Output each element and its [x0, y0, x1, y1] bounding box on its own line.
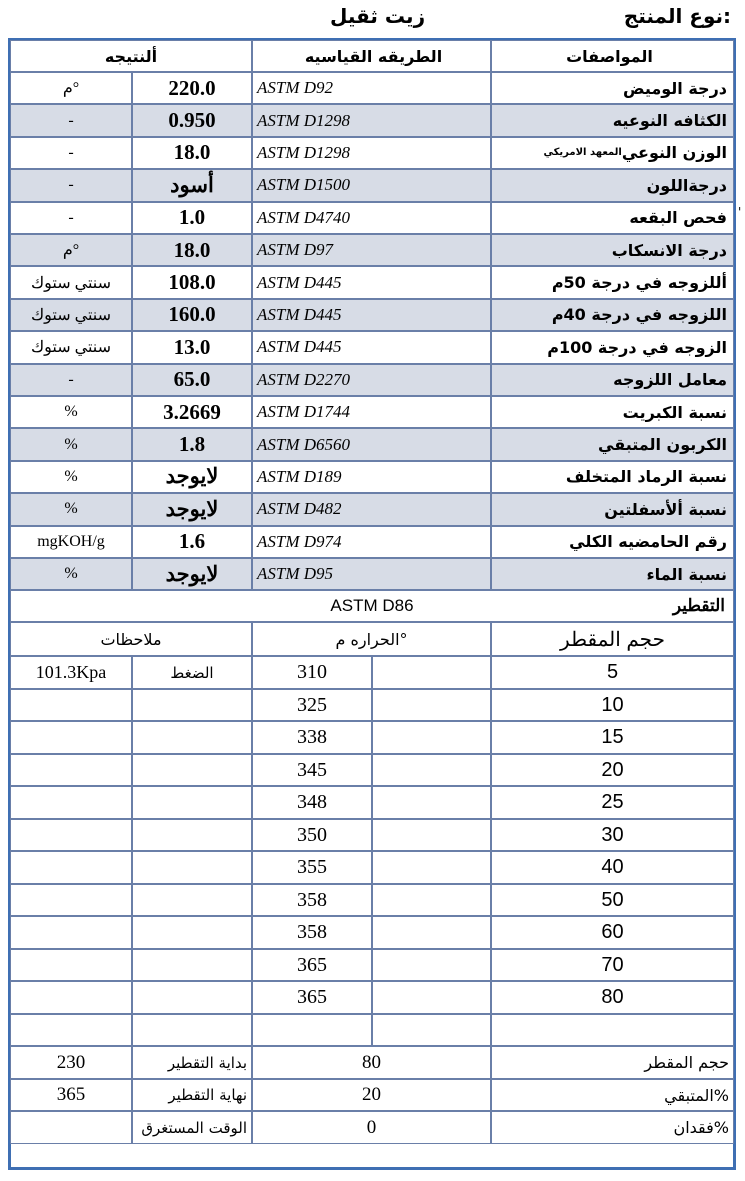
spec-value: 0.950: [132, 104, 252, 136]
summary-note-label: نهاية التقطير: [132, 1079, 252, 1112]
spec-row: [10, 234, 734, 266]
column-header-notes: ملاحظات: [10, 622, 252, 656]
spec-name: [491, 234, 734, 266]
spec-name: [491, 72, 734, 104]
spec-value: 13.0: [132, 331, 252, 363]
spec-name-text: الكثافه النوعيه: [612, 111, 727, 131]
spec-name: [491, 493, 734, 525]
spec-method: ASTM D4740: [252, 202, 491, 234]
spec-name: [491, 169, 734, 201]
pressure-label: الضغط: [132, 656, 252, 689]
pressure-value: 101.3Kpa: [10, 656, 132, 689]
distillation-temperature: 358: [252, 916, 372, 949]
spec-row: [10, 493, 734, 525]
distilled-volume: 80: [491, 981, 734, 1014]
spec-row: [10, 364, 734, 396]
distilled-volume: [491, 1014, 734, 1047]
distillation-temperature: 350: [252, 819, 372, 852]
spec-row: [10, 104, 734, 136]
distilled-volume: 10: [491, 689, 734, 722]
summary-note-label: بداية التقطير: [132, 1046, 252, 1079]
spec-value: 160.0: [132, 299, 252, 331]
distillation-row: [10, 981, 734, 1014]
spec-row: [10, 396, 734, 428]
spec-unit: -: [10, 364, 132, 396]
distillation-row: [10, 656, 734, 689]
spec-row: [10, 72, 734, 104]
distillation-row: [10, 754, 734, 787]
spec-row: [10, 137, 734, 169]
spec-method: ASTM D445: [252, 331, 491, 363]
note-blank: [10, 786, 132, 819]
note-blank: [10, 981, 132, 1014]
spec-method: ASTM D445: [252, 266, 491, 298]
spec-name-text: درجة الوميض: [622, 78, 727, 98]
distilled-volume: 5: [491, 656, 734, 689]
distillation-row: [10, 819, 734, 852]
summary-note-value: 365: [10, 1079, 132, 1112]
spec-value: 65.0: [132, 364, 252, 396]
spec-name-text: درجةاللون: [646, 175, 727, 195]
spec-name-text: رقم الحامضيه الكلي: [569, 532, 727, 552]
spec-name: [491, 137, 734, 169]
spec-row: [10, 299, 734, 331]
note-blank: [10, 851, 132, 884]
distillation-row: [10, 721, 734, 754]
temperature-blank: [372, 916, 491, 949]
distillation-temperature: 355: [252, 851, 372, 884]
distillation-title: التقطير: [672, 596, 725, 616]
column-header-volume: حجم المقطر: [491, 622, 734, 656]
spec-name: [491, 104, 734, 136]
distilled-volume: 50: [491, 884, 734, 917]
spec-method: ASTM D6560: [252, 428, 491, 460]
spec-method: ASTM D95: [252, 558, 491, 590]
spec-value: 220.0: [132, 72, 252, 104]
distillation-temperature: 338: [252, 721, 372, 754]
note-blank: [132, 721, 252, 754]
note-blank: [10, 689, 132, 722]
distillation-title-row: [10, 590, 734, 622]
note-blank: [10, 754, 132, 787]
spec-unit: %: [10, 493, 132, 525]
spec-unit: سنتي ستوك: [10, 266, 132, 298]
spec-unit: %: [10, 558, 132, 590]
note-blank: [132, 819, 252, 852]
spec-method: ASTM D189: [252, 461, 491, 493]
spec-unit: -: [10, 169, 132, 201]
distillation-row: [10, 786, 734, 819]
spec-value: أسود: [132, 169, 252, 201]
distillation-summary-row: [10, 1046, 734, 1079]
column-header-temperature: الحراره م°: [252, 622, 491, 656]
temperature-blank: [372, 754, 491, 787]
spec-name: [491, 428, 734, 460]
spec-method: ASTM D97: [252, 234, 491, 266]
note-blank: [10, 916, 132, 949]
spec-row: [10, 169, 734, 201]
summary-note-value: 230: [10, 1046, 132, 1079]
spec-name: [491, 461, 734, 493]
note-blank: [132, 754, 252, 787]
document-header: [0, 0, 745, 36]
spec-unit: سنتي ستوك: [10, 299, 132, 331]
temperature-blank: [372, 884, 491, 917]
distillation-temperature: 345: [252, 754, 372, 787]
spec-name-text: فحص البقعه: [629, 208, 727, 228]
note-blank: [132, 689, 252, 722]
summary-label: المتبقي%: [491, 1079, 734, 1112]
spec-unit: %: [10, 396, 132, 428]
summary-value: 80: [252, 1046, 491, 1079]
spec-name-text: معامل اللزوجه: [613, 370, 727, 390]
spec-name: [491, 364, 734, 396]
note-blank: [132, 1014, 252, 1047]
summary-label: حجم المقطر: [491, 1046, 734, 1079]
summary-value: 20: [252, 1079, 491, 1112]
spec-row: [10, 461, 734, 493]
summary-value: 0: [252, 1111, 491, 1144]
spec-method: ASTM D974: [252, 526, 491, 558]
distillation-row: [10, 689, 734, 722]
temperature-blank: [372, 1014, 491, 1047]
spec-value: لايوجد: [132, 493, 252, 525]
spec-row: [10, 428, 734, 460]
spec-name-text: نسبة الرماد المتخلف: [565, 467, 727, 487]
spec-row: [10, 558, 734, 590]
spec-method: ASTM D1298: [252, 104, 491, 136]
spec-unit: mgKOH/g: [10, 526, 132, 558]
distilled-volume: 15: [491, 721, 734, 754]
spec-unit: -: [10, 104, 132, 136]
spec-unit: -: [10, 202, 132, 234]
distillation-spacer-row: [10, 1014, 734, 1047]
spec-name: [491, 331, 734, 363]
spec-name-text: الوزن النوعي: [621, 143, 727, 163]
distillation-temperature: 365: [252, 981, 372, 1014]
spec-value: 1.0: [132, 202, 252, 234]
note-blank: [132, 851, 252, 884]
distillation-row: [10, 916, 734, 949]
spec-value: 18.0: [132, 137, 252, 169]
spec-name: [491, 299, 734, 331]
note-blank: [132, 916, 252, 949]
spec-unit: سنتي ستوك: [10, 331, 132, 363]
spec-method: ASTM D445: [252, 299, 491, 331]
column-header-result: ألنتيجه: [10, 40, 252, 72]
spec-value: 1.6: [132, 526, 252, 558]
distillation-header: [10, 622, 734, 656]
spec-method: ASTM D1298: [252, 137, 491, 169]
spec-method: ASTM D2270: [252, 364, 491, 396]
distilled-volume: 40: [491, 851, 734, 884]
temperature-blank: [372, 981, 491, 1014]
spec-value: لايوجد: [132, 558, 252, 590]
distilled-volume: 60: [491, 916, 734, 949]
margin-mark: ': [738, 205, 742, 219]
summary-note-label: الوقت المستغرق: [132, 1111, 252, 1144]
spec-row: [10, 266, 734, 298]
distillation-method: ASTM D86 التقطير: [10, 590, 734, 622]
spec-method: ASTM D1500: [252, 169, 491, 201]
distilled-volume: 20: [491, 754, 734, 787]
spec-value: 3.2669: [132, 396, 252, 428]
temperature-blank: [372, 949, 491, 982]
distillation-row: [10, 851, 734, 884]
temperature-blank: [372, 721, 491, 754]
spec-name-text: درجة الانسكاب: [611, 240, 727, 260]
spec-name-text: نسبة الماء: [646, 564, 727, 584]
note-blank: [132, 949, 252, 982]
spec-value: 1.8: [132, 428, 252, 460]
spec-unit: %: [10, 461, 132, 493]
spec-name-text: الزوجه في درجة 100م: [547, 337, 727, 357]
distillation-temperature: 358: [252, 884, 372, 917]
note-blank: [10, 819, 132, 852]
spec-value: 18.0: [132, 234, 252, 266]
spec-method: ASTM D482: [252, 493, 491, 525]
spec-name-text: نسبة الكبريت: [622, 402, 727, 422]
spec-method: ASTM D1744: [252, 396, 491, 428]
distillation-temperature: [252, 1014, 372, 1047]
temperature-blank: [372, 851, 491, 884]
spec-name-text: نسبة ألأسفلتين: [604, 499, 727, 519]
temperature-blank: [372, 689, 491, 722]
spec-row: [10, 202, 734, 234]
spec-table-header: [10, 40, 734, 72]
distilled-volume: 30: [491, 819, 734, 852]
spec-name: [491, 526, 734, 558]
note-blank: [10, 1014, 132, 1047]
distillation-summary-row: [10, 1111, 734, 1144]
spec-row: [10, 526, 734, 558]
note-blank: [10, 884, 132, 917]
note-blank: [132, 981, 252, 1014]
note-blank: [132, 786, 252, 819]
distilled-volume: 25: [491, 786, 734, 819]
spec-name: [491, 266, 734, 298]
spec-unit: %: [10, 428, 132, 460]
distillation-row: [10, 949, 734, 982]
spec-name: [491, 396, 734, 428]
spec-unit: م°: [10, 234, 132, 266]
note-blank: [10, 949, 132, 982]
spec-value: لايوجد: [132, 461, 252, 493]
product-type-label: نوع المنتج:: [623, 4, 731, 28]
temperature-blank: [372, 656, 491, 689]
distillation-row: [10, 884, 734, 917]
note-blank: [10, 721, 132, 754]
spec-name-text: أللزوجه في درجة 50م: [551, 273, 727, 293]
distillation-temperature: 310: [252, 656, 372, 689]
spec-name: [491, 558, 734, 590]
column-header-method: الطريقه القياسيه: [252, 40, 491, 72]
product-type-value: زيت ثقيل: [330, 4, 426, 28]
spec-name-text: اللزوجه في درجة 40م: [551, 305, 727, 325]
spec-name: [491, 202, 734, 234]
distillation-temperature: 325: [252, 689, 372, 722]
distillation-temperature: 365: [252, 949, 372, 982]
spec-name-text: الكربون المتبقي: [598, 435, 727, 455]
spec-unit: م°: [10, 72, 132, 104]
distillation-summary-row: [10, 1079, 734, 1112]
spec-method: ASTM D92: [252, 72, 491, 104]
spec-unit: -: [10, 137, 132, 169]
summary-note-value: [10, 1111, 132, 1144]
summary-label: فقدان%: [491, 1111, 734, 1144]
spec-value: 108.0: [132, 266, 252, 298]
temperature-blank: [372, 819, 491, 852]
distilled-volume: 70: [491, 949, 734, 982]
spec-name-note: المعهد الامريكي: [543, 147, 622, 159]
column-header-specs: المواصفات: [491, 40, 734, 72]
temperature-blank: [372, 786, 491, 819]
note-blank: [132, 884, 252, 917]
spec-row: [10, 331, 734, 363]
distillation-temperature: 348: [252, 786, 372, 819]
